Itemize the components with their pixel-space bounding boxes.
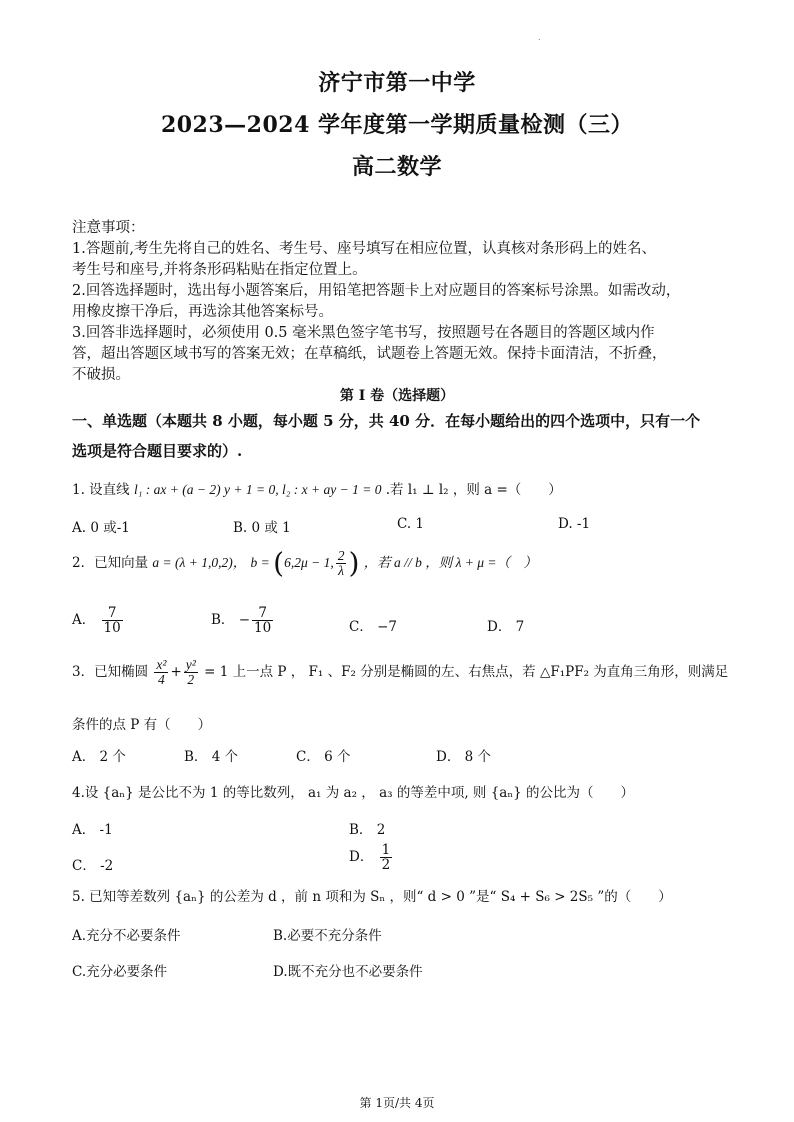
question-4: 4.设 {aₙ} 是公比不为 1 的等比数列， a₁ 为 a₂ ， a₃ 的等差中项, 则 {aₙ} 的公比为（ ） — [72, 785, 635, 801]
q2-option-b-sign: − — [238, 612, 251, 629]
question-2 — [72, 546, 538, 580]
q1-prefix: 1. 设直线 — [72, 482, 130, 498]
q2-option-b-label: B． — [211, 612, 235, 629]
q2-tail: ，若 a // b ，则 λ + μ =（ ） — [363, 555, 538, 571]
q1-option-c: C. 1 — [397, 516, 425, 532]
q2-prefix: 2．已知向量 — [72, 555, 149, 572]
q1-option-b: B. 0 或 1 — [233, 520, 291, 536]
q3-d2: 2 — [187, 672, 195, 688]
q3-option-a: A． 2 个 — [72, 749, 126, 765]
q4-option-b: B． 2 — [349, 822, 386, 838]
q3-option-b: B． 4 个 — [184, 749, 239, 765]
notice-line-6: 答，超出答题区域书写的答案无效；在草稿纸，试题卷上答题无效。保持卡面清洁，不折叠， — [72, 346, 667, 362]
part1-heading-line1: 一、单选题（本题共 8 小题，每小题 5 分，共 40 分．在每小题给出的四个选项中，只有一个 — [72, 412, 701, 430]
section-heading: 第 I 卷（选择题） — [339, 388, 455, 404]
part1-heading-line2: 选项是符合题目要求的）. — [72, 442, 243, 460]
q4-d-den: 2 — [381, 857, 391, 874]
question-1 — [72, 478, 562, 498]
q1-lines: l₁ : ax + (a − 2) y + 1 = 0, l₂ : x + ay − 1 = 0 — [133, 482, 382, 497]
q2-vector-b-label: b = — [250, 555, 274, 571]
q4-option-d — [349, 843, 394, 872]
q2-option-a-frac — [102, 606, 123, 635]
q3-x2: x² — [156, 657, 167, 672]
notice-line-7: 不破损。 — [72, 367, 130, 383]
notice-title: 注意事项： — [72, 220, 145, 236]
q2-vector-a: a = (λ + 1,0,2)， — [152, 555, 247, 571]
q3-y2: y² — [185, 657, 196, 672]
subject-title: 高二数学 — [351, 154, 442, 180]
q4-option-a: A． -1 — [72, 822, 113, 838]
q2-a-num: 7 — [102, 606, 123, 621]
question-3 — [72, 658, 728, 687]
q2-option-a — [72, 606, 125, 635]
q2-option-d: D． 7 — [487, 619, 525, 635]
q4-option-d-label: D． — [349, 849, 374, 866]
exam-title: 2023—2024 学年度第一学期质量检测（三） — [160, 112, 634, 138]
q2-left-paren: ( — [273, 546, 285, 580]
q1-option-d: D. -1 — [558, 516, 591, 532]
q5-option-d: D.既不充分也不必要条件 — [273, 964, 423, 980]
q5-option-c: C.充分必要条件 — [72, 964, 168, 980]
q2-option-a-label: A． — [72, 612, 96, 629]
q2-frac-den: λ — [338, 563, 344, 579]
notice-line-1: 1.答题前,考生先将自己的姓名、考生号、座号填写在相应位置，认真核对条形码上的姓名、 — [72, 241, 656, 257]
q3-option-c: C． 6 个 — [296, 749, 351, 765]
q2-fraction — [336, 549, 347, 578]
q2-vector-b-expr: 6,2μ − 1, — [284, 555, 334, 571]
q2-option-b-frac — [252, 606, 273, 635]
q3-option-d: D． 8 个 — [436, 749, 491, 765]
page-footer: 第 1页/共 4页 — [359, 1096, 435, 1110]
q2-frac-num: 2 — [337, 548, 345, 563]
q2-option-c: C． −7 — [349, 619, 398, 635]
q3-prefix: 3．已知椭圆 — [72, 664, 149, 681]
q3-line-2: 条件的点 P 有（ ） — [72, 717, 212, 733]
q2-a-den: 10 — [103, 620, 121, 637]
q4-option-d-frac — [380, 843, 393, 872]
corner-mark: . — [538, 33, 541, 42]
notice-line-2: 考生号和座号,并将条形码粘贴在指定位置上。 — [72, 262, 367, 278]
q5-option-b: B.必要不充分条件 — [273, 928, 382, 944]
q3-frac-x — [154, 658, 168, 687]
q3-frac-y — [184, 658, 198, 687]
q3-d4: 4 — [158, 672, 165, 688]
q4-d-num: 1 — [381, 842, 391, 858]
q4-option-c: C． -2 — [72, 858, 114, 874]
q5-option-a: A.充分不必要条件 — [72, 928, 181, 944]
q3-plus: + — [170, 664, 182, 681]
q2-right-paren: ) — [348, 546, 360, 580]
q3-equation-tail: = 1 上一点 P ， F₁ 、F₂ 分别是椭圆的左、右焦点，若 △F₁PF₂ 为直角三角形，则满足 — [204, 664, 729, 681]
notice-line-4: 用橡皮擦干净后，再选涂其他答案标号。 — [72, 304, 333, 320]
q2-b-den: 10 — [254, 620, 272, 637]
notice-line-3: 2.回答选择题时，选出每小题答案后，用铅笔把答题卡上对应题目的答案标号涂黑。如需改动， — [72, 283, 681, 299]
q2-option-b — [211, 606, 275, 635]
q1-option-a: A. 0 或-1 — [72, 520, 130, 536]
notice-line-5: 3.回答非选择题时，必须使用 0.5 毫米黑色签字笔书写，按照题号在各题目的答题区域内作 — [72, 325, 655, 341]
q1-condition: .若 l₁ ⊥ l₂ ，则 a =（ ） — [385, 482, 562, 498]
school-title: 济宁市第一中学 — [318, 70, 476, 96]
q2-b-num: 7 — [252, 606, 273, 621]
question-5: 5. 已知等差数列 {aₙ} 的公差为 d ，前 n 项和为 Sₙ ，则“ d > 0 ”是“ S₄ + S₆ > 2S₅ ”的（ ） — [72, 889, 672, 905]
